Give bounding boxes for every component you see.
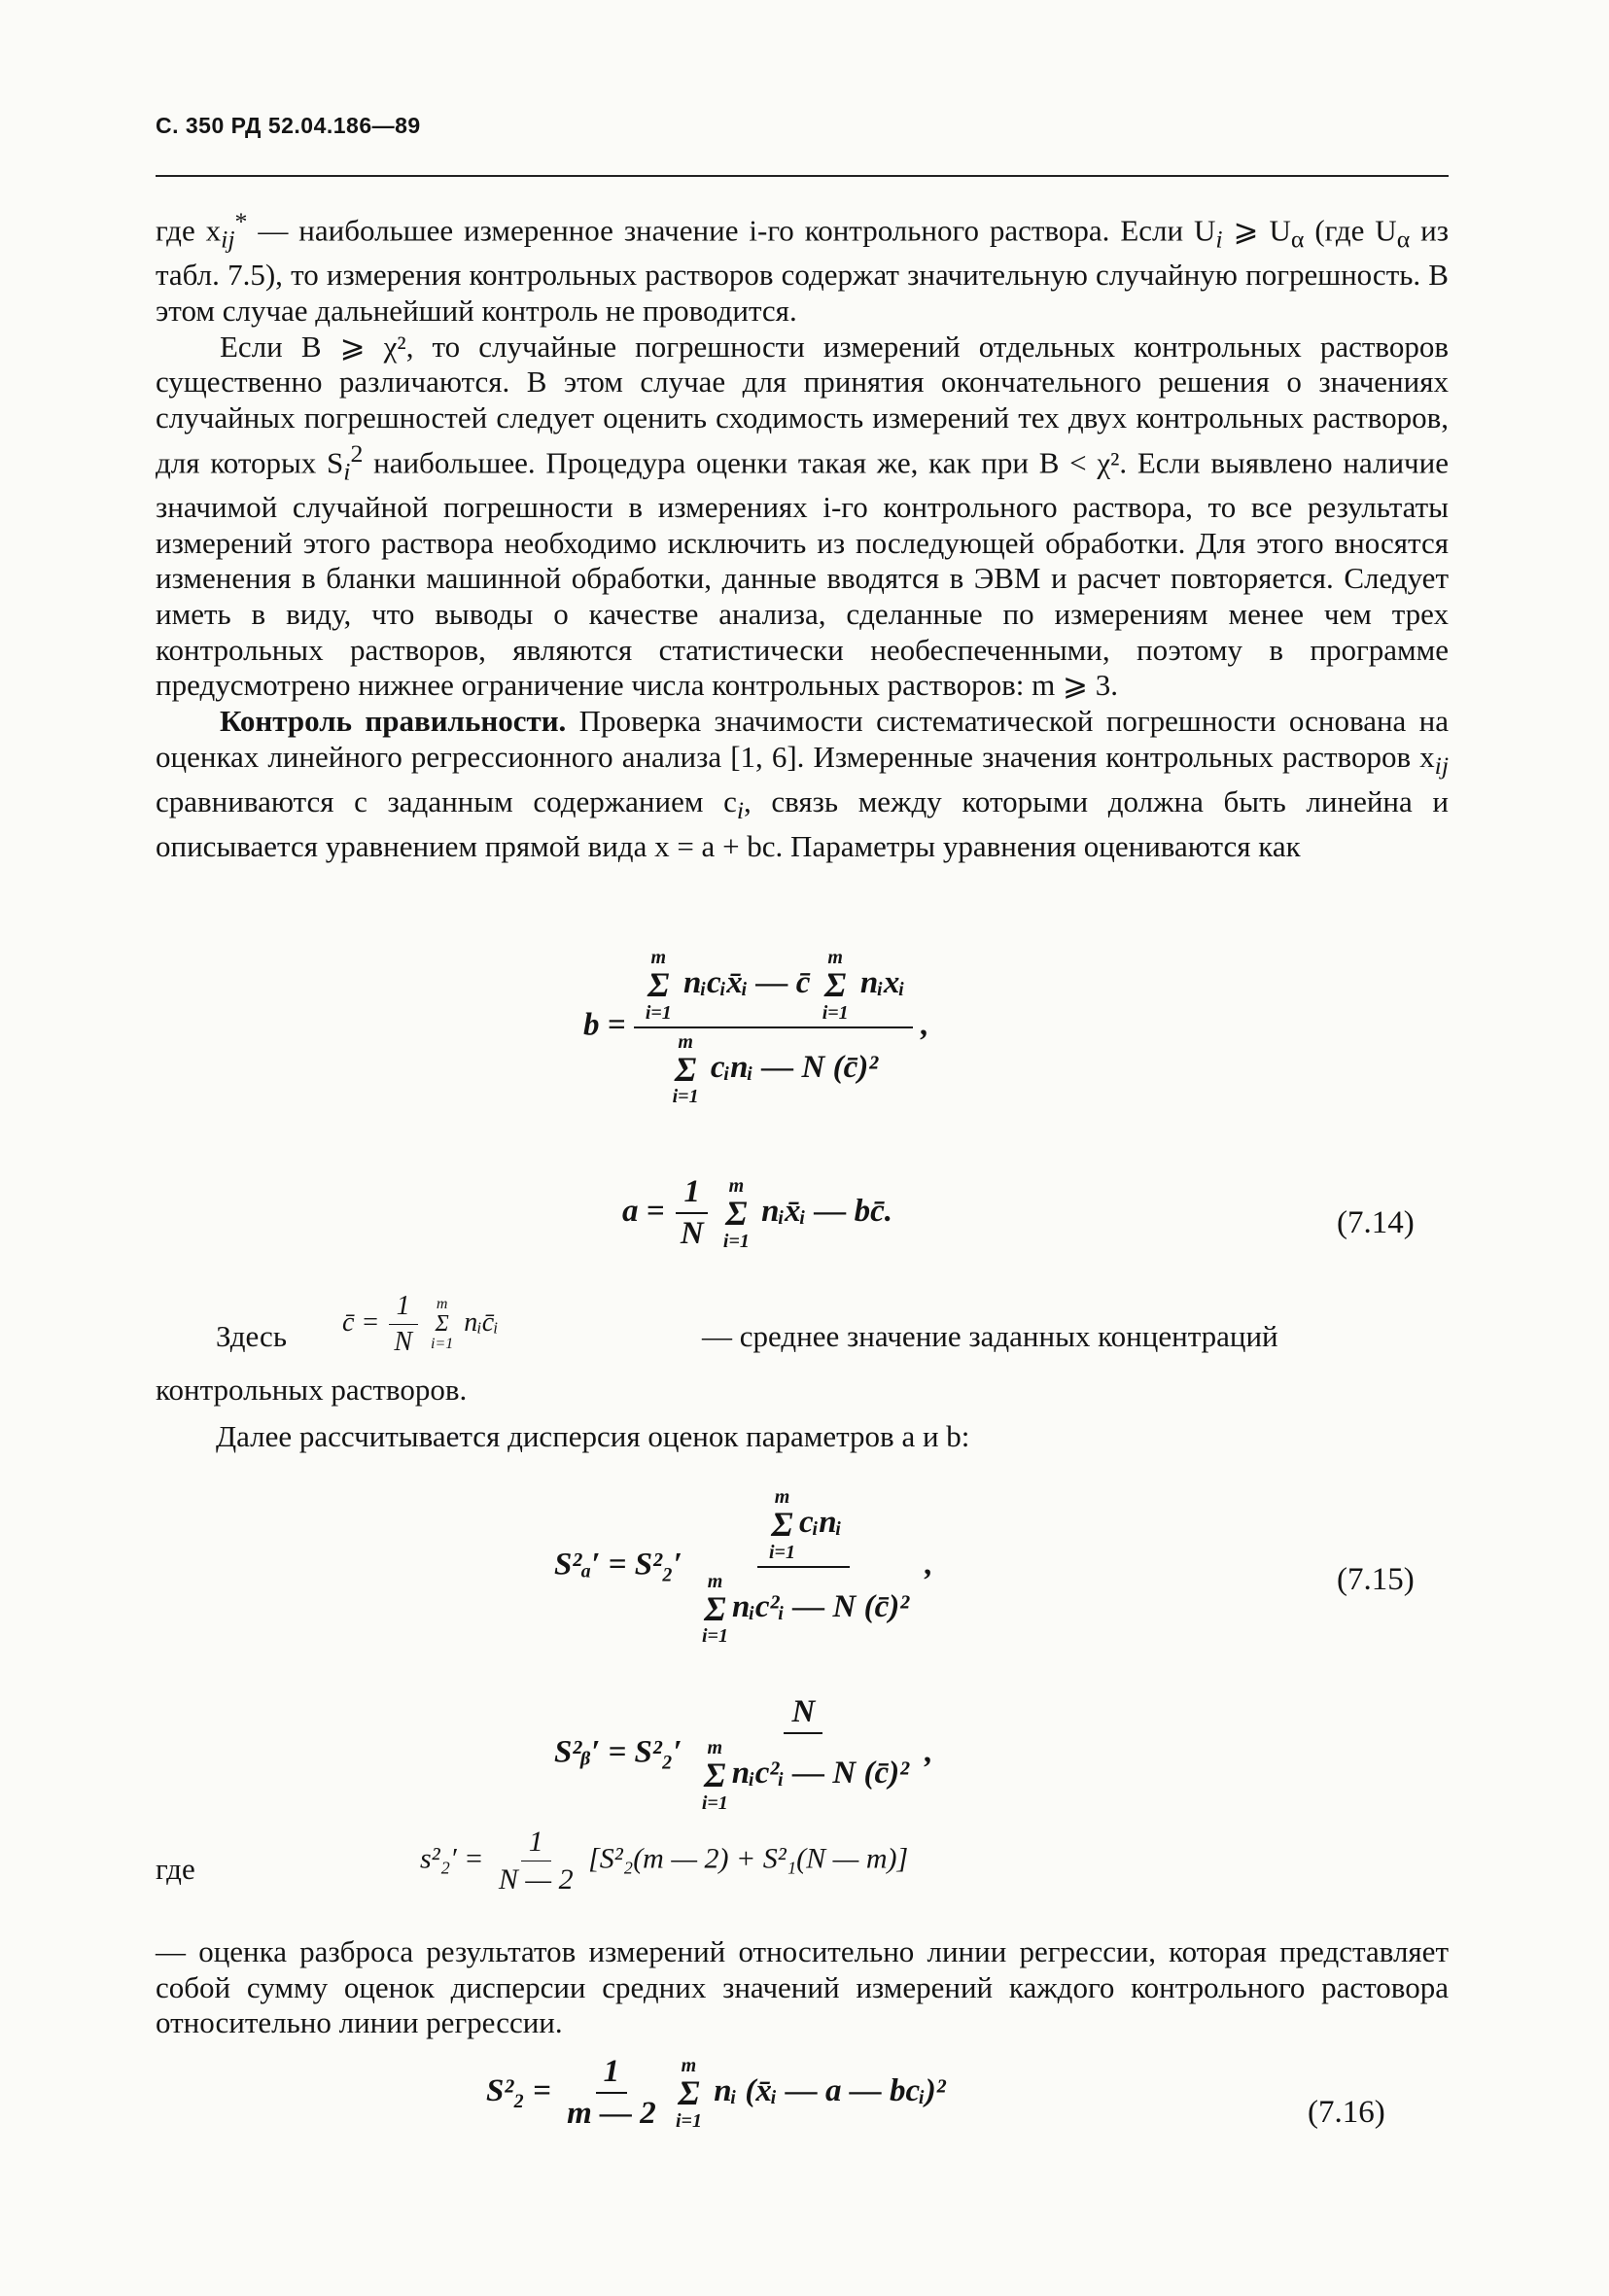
gde-label: где: [156, 1852, 195, 1886]
equation-number-7-16: (7.16): [1308, 2095, 1385, 2130]
sum-operator: m Σ i=1: [672, 1030, 699, 1108]
zdes-label: Здесь: [216, 1319, 287, 1353]
dalee-text: Далее рассчитывается дисперсия оценок параметров a и b:: [216, 1419, 970, 1453]
equation-b: b = m Σ i=1 nᵢcᵢx̄ᵢ — c̄ m Σ i=1 nᵢxᵢ m Σ i=1 cᵢnᵢ — N (c̄)² ,: [583, 947, 929, 1108]
zdes-description: — среднее значение заданных концентраций: [702, 1319, 1278, 1353]
equation-number-7-14: (7.14): [1337, 1205, 1415, 1240]
equation-a: a = $\frac{1}{N}$ m Σ i=1 nᵢx̄ᵢ — bc̄.: [622, 1174, 893, 1252]
sum-operator: m Σ i=1: [645, 947, 672, 1024]
section-heading: Контроль правильности.: [220, 704, 567, 739]
equation-sa: S²ₐ′ = S²₂′ m Σ i=1 cᵢnᵢ m Σ i=1 nᵢc²ᵢ — N (c̄)² ,: [554, 1486, 933, 1648]
header-rule: [156, 175, 1449, 177]
regression-text: — оценка разброса результатов измерений относительно линии регрессии, которая представляет собой сумму оценок дисперсии средних значений измерений каждого контрольного растовора относительно линии регрессии.: [156, 1934, 1449, 2040]
body-text-top: [156, 204, 1449, 864]
paragraph-2: Если B ⩾ χ², то случайные погрешности измерений отдельных контрольных растворов существенно различаются. В этом случае для принятия окончательного решения о значениях случайных погрешностей следует оценить сходимость измерений тех двух контрольных растворов, для которых $S_i^2$ наибольшее. Процедура оценки такая же, как при B < χ². Если выявлено наличие значимой случайной погрешности в измерениях i-го контрольного раствора, то все результаты измерений этого раствора необходимо исключить из последующей обработки. Для этого вносятся изменения в бланки машинной обработки, данные вводятся в ЭВМ и расчет повторяется. Следует иметь в виду, что выводы о качестве анализа, сделанные по измерениям менее чем трех контрольных растворов, являются статистически необеспеченными, поэтому в программе предусмотрено нижнее ограничение числа контрольных растворов: m ⩾ 3.: [156, 329, 1449, 703]
equation-s2: s²₂′ = $\frac{1}{N — 2}$ [S²₂(m — 2) + S²₁(N — m)]: [420, 1826, 909, 1896]
sum-operator: m Σ i=1: [822, 947, 849, 1024]
equation-cbar: c̄ = $\frac{1}{N}$ m Σ i=1 nᵢc̄ᵢ: [342, 1291, 499, 1357]
equation-sb: S²ᵦ′ = S²₂′ N m Σ i=1 nᵢc²ᵢ — N (c̄)² ,: [554, 1694, 933, 1814]
zdes-description-2: контрольных растворов.: [156, 1373, 468, 1407]
paragraph-3: Контроль правильности. Проверка значимости систематической погрешности основана на оценках линейного регрессионного анализа [1, 6]. Измеренные значения контрольных растворов $x_{ij}$ сравниваются с заданным содержанием $c_i$, связь между которыми должна быть линейна и описывается уравнением прямой вида x = a + bc. Параметры уравнения оцениваются как: [156, 704, 1449, 863]
sum-operator: m Σ i=1: [722, 1175, 750, 1252]
page-header: С. 350 РД 52.04.186—89: [156, 113, 421, 138]
equation-number-7-15: (7.15): [1337, 1562, 1415, 1597]
paragraph-1: где $x_{ij}^*$ — наибольшее измеренное значение i-го контрольного раствора. Если $U_i$ ⩾ $U_\alpha$ (где $U_\alpha$ из табл. 7.5), то измерения контрольных растворов содержат значительную случайную погрешность. В этом случае дальнейший контроль не проводится.: [156, 207, 1450, 328]
equation-s22: S²₂ = $\frac{1}{m — 2}$ m Σ i=1 nᵢ (x̄ᵢ — a — bcᵢ)²: [486, 2054, 946, 2132]
